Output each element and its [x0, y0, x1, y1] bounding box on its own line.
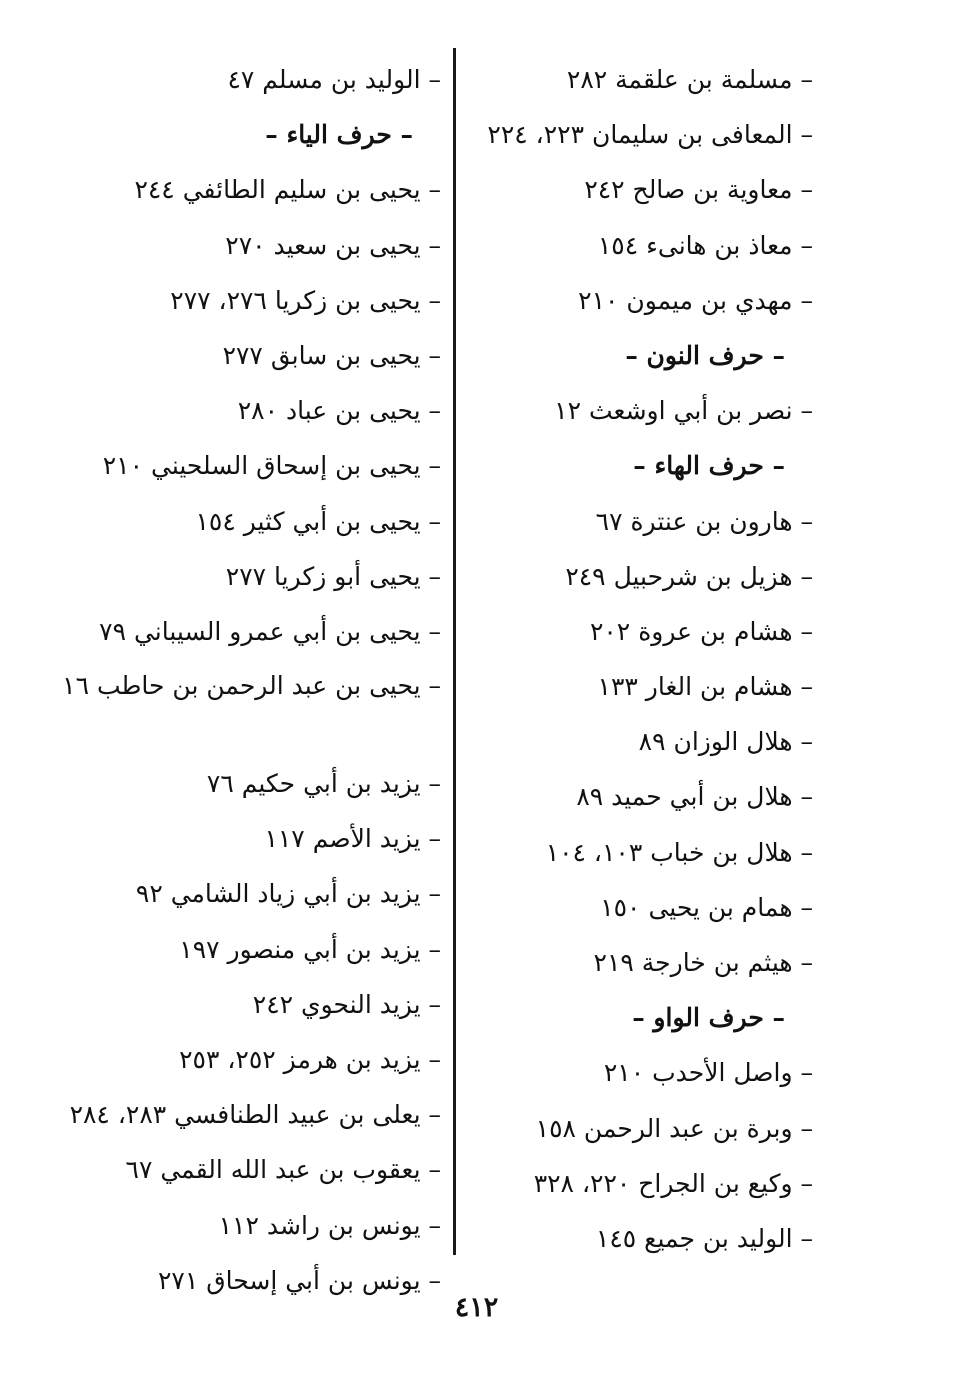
index-entry: – نصر بن أبي اوشعث ١٢ [554, 396, 813, 426]
section-heading: – حرف النون – [625, 340, 785, 370]
index-entry: – هشام بن الغار ١٣٣ [597, 672, 813, 702]
section-heading: – حرف الياء – [265, 120, 413, 150]
index-entry: – هلال بن خباب ١٠٣، ١٠٤ [545, 837, 813, 867]
column-divider [453, 48, 456, 1255]
index-entry: – همام بن يحيى ١٥٠ [600, 892, 813, 922]
index-entry: – يزيد بن أبي حكيم ٧٦ [206, 769, 441, 799]
index-entry: – يحيى بن إسحاق السلحيني ٢١٠ [102, 451, 441, 481]
index-entry: – هيثم بن خارجة ٢١٩ [593, 948, 813, 977]
index-entry: – يحيى بن سابق ٢٧٧ [222, 340, 441, 370]
page-number: ٤١٢ [454, 1292, 499, 1323]
index-entry: – هلال بن أبي حميد ٨٩ [576, 782, 813, 812]
index-entry: – يزيد النحوي ٢٤٢ [252, 989, 441, 1019]
index-entry: – يونس بن أبي إسحاق ٢٧١ [157, 1265, 441, 1295]
index-entry: – هلال الوزان ٨٩ [638, 727, 813, 757]
index-entry: – هارون بن عنترة ٦٧ [595, 506, 813, 536]
index-entry: – يزيد بن أبي منصور ١٩٧ [179, 934, 441, 964]
index-entry: – يعقوب بن عبد الله القمي ٦٧ [125, 1155, 441, 1185]
index-entry: – يزيد بن أبي زياد الشامي ٩٢ [135, 879, 441, 909]
right-column [487, 52, 813, 1266]
index-entry: – مسلمة بن علقمة ٢٨٢ [566, 65, 813, 94]
index-entry: – يحيى بن أبي عمرو السيباني ٧٩ [99, 616, 441, 646]
index-entry: – يعلى بن عبيد الطنافسي ٢٨٣، ٢٨٤ [69, 1100, 441, 1130]
index-entry: – يزيد الأصم ١١٧ [264, 824, 441, 854]
index-entry: – يحيى بن سعيد ٢٧٠ [225, 230, 441, 260]
index-entry: – هزيل بن شرحبيل ٢٤٩ [565, 561, 813, 591]
index-entry: – وبرة بن عبد الرحمن ١٥٨ [535, 1113, 813, 1143]
section-heading: – حرف الواو – [632, 1003, 785, 1033]
index-entry: – يحيى بن زكريا ٢٧٦، ٢٧٧ [170, 285, 441, 315]
index-entry: – الوليد بن مسلم ٤٧ [227, 65, 441, 94]
index-entry: – يونس بن راشد ١١٢ [218, 1210, 441, 1240]
index-entry: – يحيى بن أبي كثير ١٥٤ [195, 506, 441, 536]
left-column [61, 52, 441, 1308]
index-entry: – يحيى بن عبد الرحمن بن حاطب ١٦ [62, 671, 441, 701]
index-entry: – يحيى بن سليم الطائفي ٢٤٤ [134, 175, 441, 205]
index-entry: – الوليد بن جميع ١٤٥ [595, 1223, 813, 1253]
section-heading: – حرف الهاء – [633, 451, 785, 481]
index-entry: – وكيع بن الجراح ٢٢٠، ٣٢٨ [533, 1168, 813, 1198]
index-entry: – هشام بن عروة ٢٠٢ [589, 616, 813, 646]
index-entry: – يحيى بن عباد ٢٨٠ [237, 396, 441, 426]
index-entry: – معاوية بن صالح ٢٤٢ [584, 175, 813, 205]
index-entry: – معاذ بن هانىء ١٥٤ [597, 230, 813, 260]
index-entry: – يحيى أبو زكريا ٢٧٧ [225, 561, 441, 591]
index-entry: – المعافى بن سليمان ٢٢٣، ٢٢٤ [487, 120, 813, 150]
index-entry: – واصل الأحدب ٢١٠ [603, 1058, 813, 1088]
index-entry: – مهدي بن ميمون ٢١٠ [578, 285, 813, 315]
index-entry: – يزيد بن هرمز ٢٥٢، ٢٥٣ [179, 1045, 441, 1074]
